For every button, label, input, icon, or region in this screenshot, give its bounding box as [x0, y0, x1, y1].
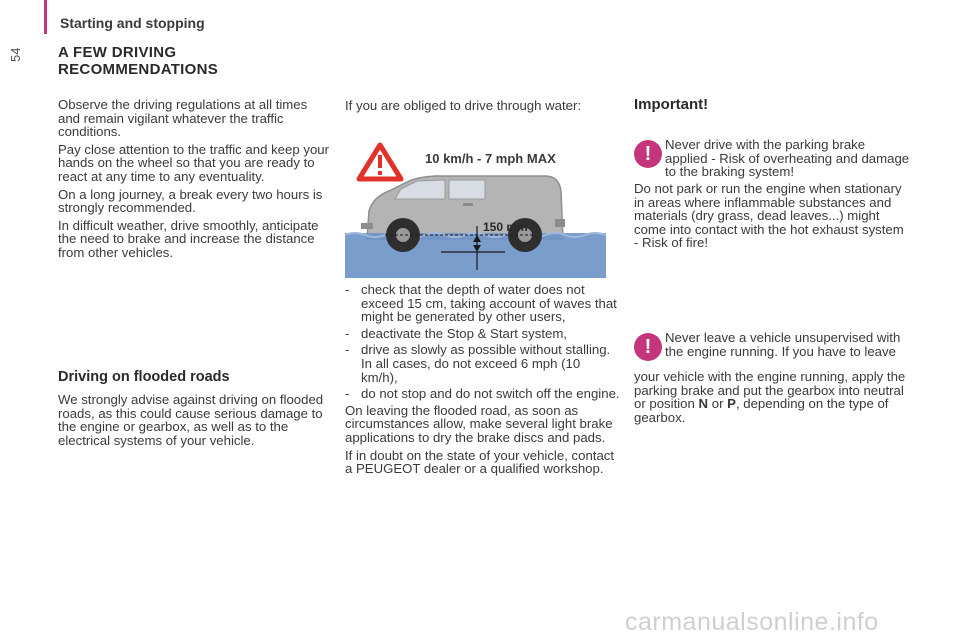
paragraph: We strongly advise against driving on flooded roads, as this could cause serious damage to the engine or gearbox, as well as to the electrical systems of your vehicle. — [58, 392, 324, 448]
paragraph: On a long journey, a break every two hours is strongly recommended. — [58, 186, 323, 216]
exclamation-icon: ! — [634, 140, 662, 168]
paragraph: In difficult weather, drive smoothly, anticipate the need to brake and increase the distance from other vehicles. — [58, 217, 319, 260]
paragraph: Never drive with the parking brake applied - Risk of overheating and damage to the braking system! — [665, 137, 910, 180]
speed-limit-label: 10 km/h - 7 mph MAX — [425, 151, 556, 166]
water-intro — [345, 99, 617, 117]
warning-triangle-icon — [359, 145, 401, 179]
flooded-roads-text — [58, 393, 330, 451]
paragraph — [634, 370, 914, 424]
flooded-road-illustration — [345, 139, 606, 278]
gear-p: P — [727, 396, 736, 412]
list-item: - drive as slowly as possible without stalling. In all cases, do not exceed 6 mph (10 km/h), — [345, 343, 620, 384]
list-item: - check that the depth of water does not exceed 15 cm, taking account of waves that might be generated by other users, — [345, 283, 620, 324]
gear-n: N — [698, 396, 709, 412]
list-item: - deactivate the Stop & Start system, — [345, 327, 620, 341]
intro-column — [58, 98, 330, 264]
unsupervised-warning — [665, 331, 910, 362]
paragraph: Pay close attention to the traffic and keep your hands on the wheel so that you are ready to react at any time to any eventuality. — [58, 141, 330, 184]
water-instructions — [345, 283, 620, 480]
flooded-roads-heading: Driving on flooded roads — [58, 369, 230, 385]
text: your vehicle with the engine running, apply the parking brake and put the gearbox into neutral or position — [634, 369, 906, 412]
paragraph: If you are obliged to drive through water: — [345, 98, 582, 113]
text: or — [711, 396, 724, 412]
section-accent-bar — [44, 0, 47, 34]
van-in-water-illustration — [345, 139, 606, 278]
parking-brake-warning — [665, 138, 910, 183]
page-number: 54 — [8, 47, 23, 62]
paragraph: On leaving the flooded road, as soon as circumstances allow, make several light brake applications to dry the brake discs and pads. — [345, 402, 613, 445]
hot-exhaust-warning — [634, 182, 909, 254]
paragraph: If in doubt on the state of your vehicle, contact a PEUGEOT dealer or a qualified workshop. — [345, 447, 615, 477]
section-header: Starting and stopping — [60, 15, 205, 31]
unsupervised-warning-continued — [634, 370, 914, 428]
water-bullet-list — [345, 283, 620, 401]
paragraph: Observe the driving regulations at all times and remain vigilant whatever the traffic conditions. — [58, 97, 308, 140]
paragraph: Do not park or run the engine when stationary in areas where inflammable substances and materials (dry grass, dead leaves...) might come into contact with the hot exhaust system - Risk of fire! — [634, 181, 904, 251]
page-title: A FEW DRIVING RECOMMENDATIONS — [58, 44, 219, 78]
list-item: - do not stop and do not switch off the engine. — [345, 387, 620, 401]
text: , depending on the type of gearbox. — [634, 396, 889, 425]
important-heading: Important! — [634, 96, 709, 113]
exclamation-icon: ! — [634, 333, 662, 361]
paragraph: Never leave a vehicle unsupervised with the engine running. If you have to leave — [665, 330, 901, 359]
watermark: carmanualsonline.info — [625, 608, 879, 636]
depth-label: 150 mm — [483, 220, 528, 234]
